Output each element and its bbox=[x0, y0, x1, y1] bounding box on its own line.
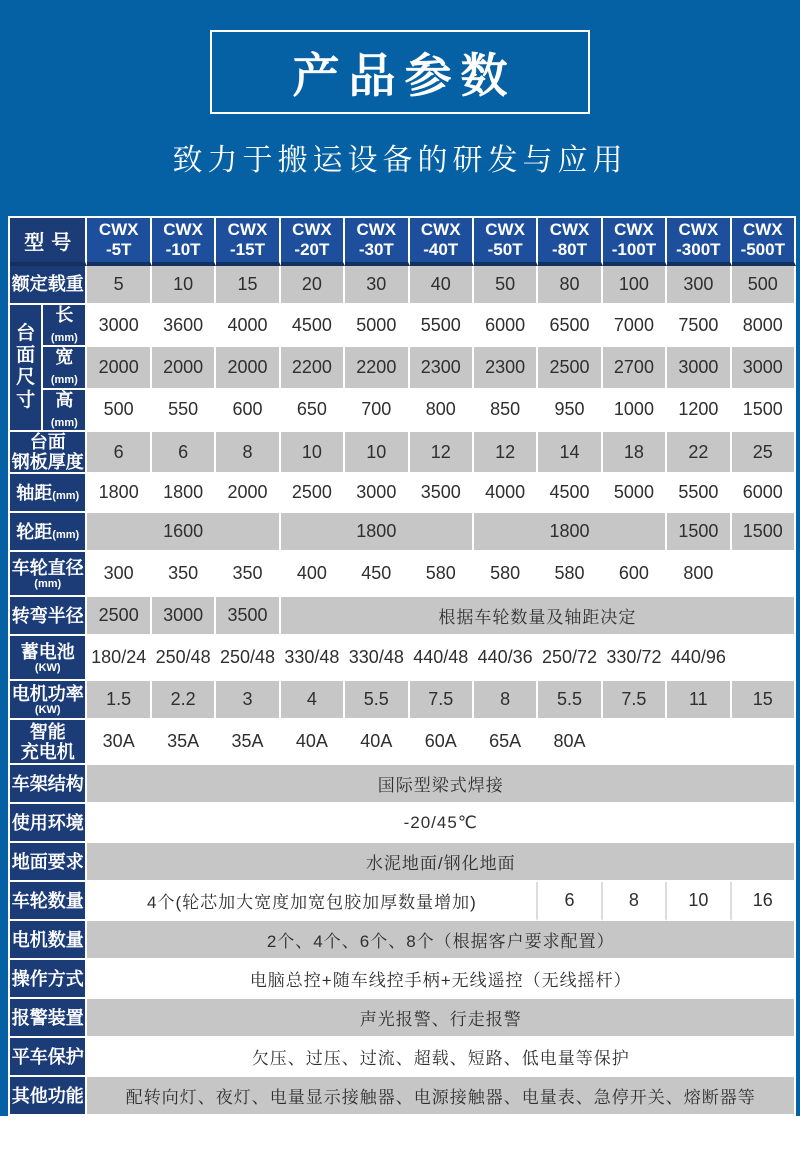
cell-smart-charger-10 bbox=[732, 720, 796, 765]
group-header-char: 面 bbox=[16, 345, 36, 367]
cell-other-functions-0: 配转向灯、夜灯、电量显示接触器、电源接触器、电量表、急停开关、熔断器等 bbox=[87, 1077, 796, 1116]
row-group-header bbox=[10, 305, 43, 432]
cell-smart-charger-4: 40A bbox=[345, 720, 409, 765]
row-header-line: 额定载重 bbox=[11, 274, 84, 295]
col-header-CWX-50T bbox=[474, 218, 538, 266]
cell-rated-load-9: 300 bbox=[667, 266, 731, 305]
cell-wheel-diameter-9: 800 bbox=[667, 552, 731, 597]
cell-wheelbase-2: 2000 bbox=[216, 474, 280, 513]
cell-rated-load-8: 100 bbox=[603, 266, 667, 305]
row-header-line: 操作方式 bbox=[11, 968, 84, 989]
row-header-rated-load bbox=[10, 266, 87, 305]
cell-wheel-track-3: 1500 bbox=[667, 513, 731, 552]
cell-plate-thickness-2: 8 bbox=[216, 432, 280, 474]
row-other-functions bbox=[10, 1077, 796, 1116]
cell-wheel-diameter-7: 580 bbox=[538, 552, 602, 597]
cell-motor-power-7: 5.5 bbox=[538, 681, 602, 720]
cell-operating-environment-0: -20/45℃ bbox=[87, 804, 796, 843]
cell-rated-load-7: 80 bbox=[538, 266, 602, 305]
cell-deck-height-6: 850 bbox=[474, 390, 538, 432]
row-header-frame-structure bbox=[10, 765, 87, 804]
cell-deck-length-3: 4500 bbox=[281, 305, 345, 347]
row-rated-load bbox=[10, 266, 796, 305]
cell-plate-thickness-4: 10 bbox=[345, 432, 409, 474]
cell-smart-charger-1: 35A bbox=[152, 720, 216, 765]
row-header-unit: (mm) bbox=[34, 577, 62, 590]
cell-deck-width-6: 2300 bbox=[474, 347, 538, 389]
cell-rated-load-6: 50 bbox=[474, 266, 538, 305]
spec-table-head bbox=[10, 218, 796, 266]
cell-deck-width-3: 2200 bbox=[281, 347, 345, 389]
col-header-line1: CWX bbox=[678, 219, 719, 239]
page-subtitle: 致力于搬运设备的研发与应用 bbox=[172, 144, 628, 177]
cell-deck-length-5: 5500 bbox=[410, 305, 474, 347]
cell-plate-thickness-0: 6 bbox=[87, 432, 151, 474]
cell-deck-height-5: 800 bbox=[410, 390, 474, 432]
cell-wheel-diameter-6: 580 bbox=[474, 552, 538, 597]
row-header-deck-width bbox=[43, 347, 87, 389]
cell-wheel-diameter-8: 600 bbox=[603, 552, 667, 597]
row-header-other-functions bbox=[10, 1077, 87, 1116]
row-header-line: 长(mm) bbox=[50, 305, 78, 345]
cell-battery-4: 330/48 bbox=[345, 636, 409, 681]
cell-battery-6: 440/36 bbox=[474, 636, 538, 681]
row-header-line: 电机数量 bbox=[11, 929, 84, 950]
cell-deck-length-9: 7500 bbox=[667, 305, 731, 347]
cell-motor-power-2: 3 bbox=[216, 681, 280, 720]
col-header-line2: -300T bbox=[676, 240, 721, 259]
cell-turning-radius-1: 3000 bbox=[152, 597, 216, 636]
row-header-motor-power bbox=[10, 681, 87, 720]
cell-wheel-diameter-0: 300 bbox=[87, 552, 151, 597]
col-header-CWX-30T bbox=[345, 218, 409, 266]
cell-deck-width-10: 3000 bbox=[732, 347, 796, 389]
row-header-unit: (mm) bbox=[50, 416, 78, 429]
row-wheel-diameter bbox=[10, 552, 796, 597]
cell-smart-charger-3: 40A bbox=[281, 720, 345, 765]
cell-wheelbase-1: 1800 bbox=[152, 474, 216, 513]
cell-motor-power-10: 15 bbox=[732, 681, 796, 720]
cell-deck-height-3: 650 bbox=[281, 390, 345, 432]
cell-wheel-count-0: 4个(轮芯加大宽度加宽包胶加厚数量增加) bbox=[87, 882, 538, 921]
cell-plate-thickness-3: 10 bbox=[281, 432, 345, 474]
row-header-operation-mode bbox=[10, 960, 87, 999]
row-deck-width bbox=[10, 347, 796, 389]
page-title: 产品参数 bbox=[292, 48, 517, 102]
row-header-unit: (mm) bbox=[52, 489, 80, 502]
col-header-line2: -20T bbox=[294, 240, 330, 259]
cell-wheelbase-0: 1800 bbox=[87, 474, 151, 513]
product-params-title-box bbox=[210, 30, 590, 114]
column-header-row bbox=[10, 218, 796, 266]
cell-smart-charger-6: 65A bbox=[474, 720, 538, 765]
row-header-wheel-count bbox=[10, 882, 87, 921]
row-header-line: 宽(mm) bbox=[50, 347, 78, 387]
cell-motor-power-9: 11 bbox=[667, 681, 731, 720]
col-header-CWX-80T bbox=[538, 218, 602, 266]
cell-smart-charger-7: 80A bbox=[538, 720, 602, 765]
row-header-deck-height bbox=[43, 390, 87, 432]
row-wheel-track bbox=[10, 513, 796, 552]
cell-rated-load-1: 10 bbox=[152, 266, 216, 305]
cell-plate-thickness-1: 6 bbox=[152, 432, 216, 474]
row-wheel-count bbox=[10, 882, 796, 921]
row-header-turning-radius bbox=[10, 597, 87, 636]
spec-table-body bbox=[10, 266, 796, 1116]
cell-rated-load-0: 5 bbox=[87, 266, 151, 305]
cell-smart-charger-9 bbox=[667, 720, 731, 765]
cell-wheel-track-1: 1800 bbox=[281, 513, 474, 552]
cell-ground-requirement-0: 水泥地面/钢化地面 bbox=[87, 843, 796, 882]
row-header-line: 台面 bbox=[29, 431, 66, 452]
cell-operation-mode-0: 电脑总控+随车线控手柄+无线遥控（无线摇杆） bbox=[87, 960, 796, 999]
model-label-cell: 型号 bbox=[10, 218, 87, 266]
row-operation-mode bbox=[10, 960, 796, 999]
cell-battery-2: 250/48 bbox=[216, 636, 280, 681]
cell-wheel-diameter-10 bbox=[732, 552, 796, 597]
col-header-CWX-15T bbox=[216, 218, 280, 266]
row-header-unit: (mm) bbox=[50, 332, 78, 345]
row-header-unit: (mm) bbox=[50, 374, 78, 387]
row-deck-length bbox=[10, 305, 796, 347]
col-header-CWX-5T bbox=[87, 218, 151, 266]
cell-plate-thickness-9: 22 bbox=[667, 432, 731, 474]
cell-turning-radius-2: 3500 bbox=[216, 597, 280, 636]
col-header-line1: CWX bbox=[614, 219, 654, 239]
row-operating-environment bbox=[10, 804, 796, 843]
cell-deck-height-4: 700 bbox=[345, 390, 409, 432]
cell-wheelbase-8: 5000 bbox=[603, 474, 667, 513]
col-header-line2: -30T bbox=[358, 240, 394, 259]
col-header-line1: CWX bbox=[98, 219, 139, 239]
cell-motor-power-4: 5.5 bbox=[345, 681, 409, 720]
col-header-line2: -500T bbox=[740, 240, 785, 259]
row-ground-requirement bbox=[10, 843, 796, 882]
row-header-line: 转弯半径 bbox=[11, 605, 84, 626]
col-header-line1: CWX bbox=[292, 219, 332, 239]
row-header-operating-environment bbox=[10, 804, 87, 843]
cell-deck-width-1: 2000 bbox=[152, 347, 216, 389]
cell-wheelbase-9: 5500 bbox=[667, 474, 731, 513]
cell-deck-length-0: 3000 bbox=[87, 305, 151, 347]
cell-plate-thickness-8: 18 bbox=[603, 432, 667, 474]
col-header-line1: CWX bbox=[227, 219, 268, 239]
row-header-cart-protection bbox=[10, 1038, 87, 1077]
row-frame-structure bbox=[10, 765, 796, 804]
row-header-wheel-track bbox=[10, 513, 87, 552]
row-header-line: 使用环境 bbox=[11, 812, 84, 833]
cell-turning-radius-3: 根据车轮数量及轴距决定 bbox=[281, 597, 796, 636]
row-smart-charger bbox=[10, 720, 796, 765]
cell-rated-load-5: 40 bbox=[410, 266, 474, 305]
cell-wheel-diameter-3: 400 bbox=[281, 552, 345, 597]
cell-wheel-count-1: 6 bbox=[538, 882, 602, 921]
row-header-line: 报警装置 bbox=[11, 1007, 84, 1028]
cell-wheel-count-4: 16 bbox=[732, 882, 796, 921]
row-header-unit: (mm) bbox=[52, 528, 80, 541]
cell-battery-3: 330/48 bbox=[281, 636, 345, 681]
row-deck-height bbox=[10, 390, 796, 432]
group-header-char: 尺 bbox=[16, 367, 36, 389]
cell-plate-thickness-7: 14 bbox=[538, 432, 602, 474]
cell-battery-5: 440/48 bbox=[410, 636, 474, 681]
cell-deck-length-4: 5000 bbox=[345, 305, 409, 347]
cell-deck-height-2: 600 bbox=[216, 390, 280, 432]
group-header-char: 台 bbox=[16, 322, 36, 344]
spec-table bbox=[8, 216, 796, 1116]
cell-deck-width-9: 3000 bbox=[667, 347, 731, 389]
row-cart-protection bbox=[10, 1038, 796, 1077]
col-header-line1: CWX bbox=[742, 219, 783, 239]
col-header-CWX-20T bbox=[281, 218, 345, 266]
cell-wheel-count-3: 10 bbox=[667, 882, 731, 921]
col-header-line1: CWX bbox=[485, 219, 525, 239]
col-header-CWX-40T bbox=[410, 218, 474, 266]
col-header-CWX-100T bbox=[603, 218, 667, 266]
cell-wheelbase-10: 6000 bbox=[732, 474, 796, 513]
row-header-ground-requirement bbox=[10, 843, 87, 882]
row-alarm-device bbox=[10, 999, 796, 1038]
cell-deck-width-5: 2300 bbox=[410, 347, 474, 389]
row-header-motor-count bbox=[10, 921, 87, 960]
row-header-unit: (KW) bbox=[34, 661, 61, 674]
cell-wheelbase-3: 2500 bbox=[281, 474, 345, 513]
row-motor-count bbox=[10, 921, 796, 960]
cell-battery-8: 330/72 bbox=[603, 636, 667, 681]
cell-battery-0: 180/24 bbox=[87, 636, 151, 681]
col-header-line1: CWX bbox=[549, 219, 590, 239]
cell-rated-load-4: 30 bbox=[345, 266, 409, 305]
row-header-line: 高(mm) bbox=[50, 389, 78, 429]
cell-deck-length-2: 4000 bbox=[216, 305, 280, 347]
row-header-line: 车架结构 bbox=[11, 773, 84, 794]
col-header-line2: -100T bbox=[611, 240, 657, 259]
cell-wheel-diameter-2: 350 bbox=[216, 552, 280, 597]
cell-smart-charger-0: 30A bbox=[87, 720, 151, 765]
cell-battery-7: 250/72 bbox=[538, 636, 602, 681]
row-header-line: 地面要求 bbox=[11, 851, 84, 872]
cell-deck-height-7: 950 bbox=[538, 390, 602, 432]
cell-deck-height-8: 1000 bbox=[603, 390, 667, 432]
cell-cart-protection-0: 欠压、过压、过流、超载、短路、低电量等保护 bbox=[87, 1038, 796, 1077]
cell-deck-width-7: 2500 bbox=[538, 347, 602, 389]
row-header-line: 其他功能 bbox=[11, 1085, 84, 1106]
cell-deck-width-0: 2000 bbox=[87, 347, 151, 389]
cell-deck-width-4: 2200 bbox=[345, 347, 409, 389]
row-turning-radius bbox=[10, 597, 796, 636]
cell-motor-power-6: 8 bbox=[474, 681, 538, 720]
row-header-deck-length bbox=[43, 305, 87, 347]
col-header-line2: -15T bbox=[230, 240, 265, 259]
cell-deck-width-2: 2000 bbox=[216, 347, 280, 389]
col-header-line2: -10T bbox=[165, 240, 201, 259]
cell-motor-power-8: 7.5 bbox=[603, 681, 667, 720]
row-header-line: 钢板厚度 bbox=[11, 452, 84, 473]
col-header-line2: -50T bbox=[487, 240, 523, 259]
cell-turning-radius-0: 2500 bbox=[87, 597, 151, 636]
cell-wheel-diameter-4: 450 bbox=[345, 552, 409, 597]
cell-smart-charger-5: 60A bbox=[410, 720, 474, 765]
row-wheelbase bbox=[10, 474, 796, 513]
cell-battery-10 bbox=[732, 636, 796, 681]
cell-deck-length-6: 6000 bbox=[474, 305, 538, 347]
cell-frame-structure-0: 国际型梁式焊接 bbox=[87, 765, 796, 804]
row-header-line: 车轮直径 bbox=[11, 557, 84, 578]
col-header-line1: CWX bbox=[163, 219, 203, 239]
row-header-line: 轮距(mm) bbox=[16, 521, 80, 542]
cell-wheelbase-6: 4000 bbox=[474, 474, 538, 513]
cell-deck-width-8: 2700 bbox=[603, 347, 667, 389]
row-header-alarm-device bbox=[10, 999, 87, 1038]
cell-wheel-diameter-1: 350 bbox=[152, 552, 216, 597]
cell-deck-length-8: 7000 bbox=[603, 305, 667, 347]
cell-rated-load-3: 20 bbox=[281, 266, 345, 305]
cell-wheelbase-4: 3000 bbox=[345, 474, 409, 513]
cell-battery-1: 250/48 bbox=[152, 636, 216, 681]
cell-smart-charger-8 bbox=[603, 720, 667, 765]
cell-deck-length-1: 3600 bbox=[152, 305, 216, 347]
cell-deck-height-0: 500 bbox=[87, 390, 151, 432]
row-header-unit: (KW) bbox=[34, 703, 61, 716]
cell-motor-count-0: 2个、4个、6个、8个（根据客户要求配置） bbox=[87, 921, 796, 960]
row-header-line: 轴距(mm) bbox=[16, 482, 80, 503]
col-header-CWX-500T bbox=[732, 218, 796, 266]
row-header-line: 电机功率 bbox=[11, 683, 84, 704]
cell-plate-thickness-6: 12 bbox=[474, 432, 538, 474]
row-header-line: 车轮数量 bbox=[11, 890, 84, 911]
cell-deck-height-10: 1500 bbox=[732, 390, 796, 432]
col-header-line1: CWX bbox=[420, 219, 461, 239]
cell-deck-height-1: 550 bbox=[152, 390, 216, 432]
col-header-CWX-10T bbox=[152, 218, 216, 266]
col-header-line2: -5T bbox=[105, 240, 132, 259]
cell-rated-load-10: 500 bbox=[732, 266, 796, 305]
row-header-wheelbase bbox=[10, 474, 87, 513]
row-motor-power bbox=[10, 681, 796, 720]
cell-smart-charger-2: 35A bbox=[216, 720, 280, 765]
cell-motor-power-1: 2.2 bbox=[152, 681, 216, 720]
col-header-line2: -40T bbox=[423, 240, 459, 259]
col-header-line1: CWX bbox=[356, 219, 397, 239]
row-plate-thickness bbox=[10, 432, 796, 474]
row-header-wheel-diameter bbox=[10, 552, 87, 597]
row-header-line: 平车保护 bbox=[11, 1046, 84, 1067]
row-battery bbox=[10, 636, 796, 681]
cell-wheel-count-2: 8 bbox=[603, 882, 667, 921]
row-header-line: 充电机 bbox=[20, 741, 75, 762]
cell-wheelbase-5: 3500 bbox=[410, 474, 474, 513]
cell-plate-thickness-5: 12 bbox=[410, 432, 474, 474]
cell-deck-length-7: 6500 bbox=[538, 305, 602, 347]
cell-motor-power-0: 1.5 bbox=[87, 681, 151, 720]
row-header-battery bbox=[10, 636, 87, 681]
col-header-line2: -80T bbox=[552, 240, 588, 259]
cell-rated-load-2: 15 bbox=[216, 266, 280, 305]
cell-wheel-track-4: 1500 bbox=[732, 513, 796, 552]
cell-battery-9: 440/96 bbox=[667, 636, 731, 681]
cell-alarm-device-0: 声光报警、行走报警 bbox=[87, 999, 796, 1038]
row-header-smart-charger bbox=[10, 720, 87, 765]
group-header-char: 寸 bbox=[16, 389, 36, 411]
cell-motor-power-5: 7.5 bbox=[410, 681, 474, 720]
cell-plate-thickness-10: 25 bbox=[732, 432, 796, 474]
row-header-line: 蓄电池 bbox=[20, 641, 75, 662]
cell-wheel-track-0: 1600 bbox=[87, 513, 280, 552]
cell-wheel-track-2: 1800 bbox=[474, 513, 667, 552]
cell-wheel-diameter-5: 580 bbox=[410, 552, 474, 597]
row-header-line: 智能 bbox=[29, 721, 66, 742]
cell-wheelbase-7: 4500 bbox=[538, 474, 602, 513]
row-header-plate-thickness bbox=[10, 432, 87, 474]
cell-motor-power-3: 4 bbox=[281, 681, 345, 720]
cell-deck-length-10: 8000 bbox=[732, 305, 796, 347]
col-header-CWX-300T bbox=[667, 218, 731, 266]
cell-deck-height-9: 1200 bbox=[667, 390, 731, 432]
